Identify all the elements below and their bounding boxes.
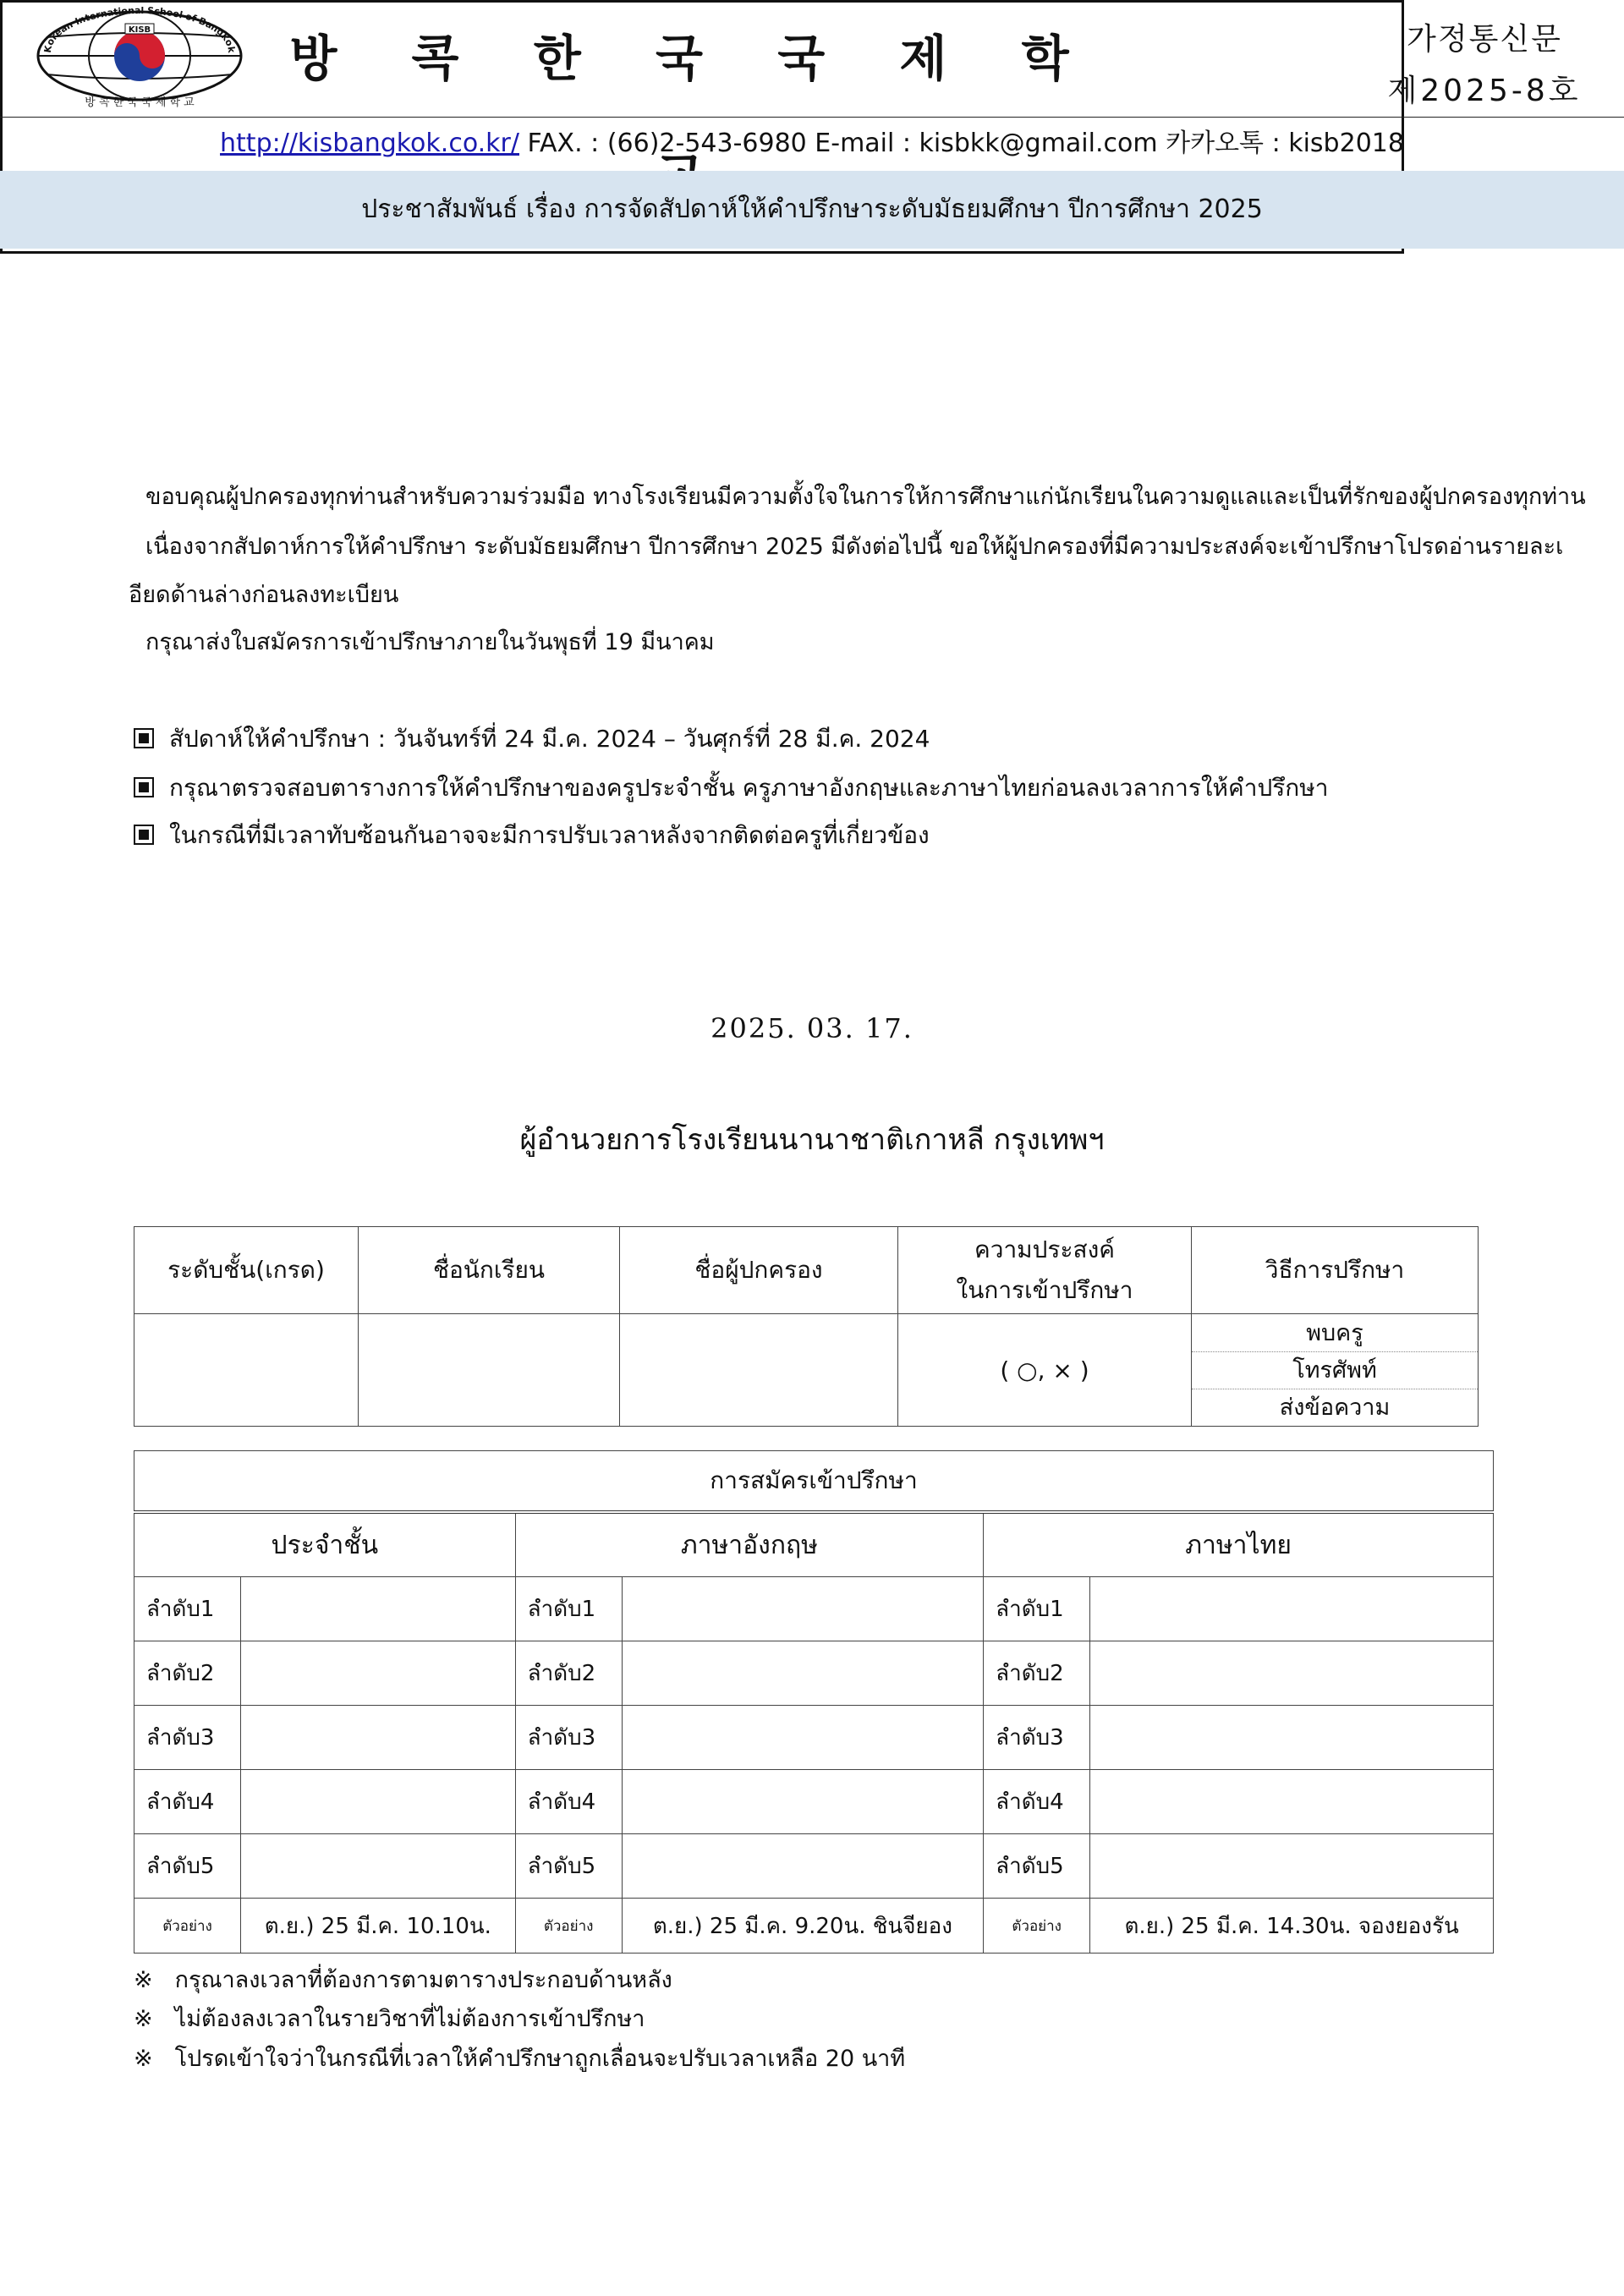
- thai-slot-input[interactable]: [1090, 1641, 1494, 1706]
- note-text: ไม่ต้องลงเวลาในรายวิชาที่ไม่ต้องการเข้าปรึกษา: [174, 2006, 645, 2032]
- newsletter-label: 가정통신문: [1407, 22, 1562, 57]
- table-row: [134, 1770, 1494, 1834]
- letterhead-box: [0, 0, 1582, 254]
- table-row: [134, 1577, 1494, 1641]
- square-bullet-icon: [134, 728, 154, 748]
- order-label: ลำดับ4: [984, 1770, 1090, 1834]
- bullet-text: สัปดาห์ให้คำปรึกษา : วันจันทร์ที่ 24 มี.ค. 2024 – วันศุกร์ที่ 28 มี.ค. 2024: [169, 725, 930, 753]
- student-name-input-cell[interactable]: [359, 1314, 620, 1427]
- table-row: [134, 1706, 1494, 1770]
- reference-mark-icon: ※: [134, 2006, 153, 2032]
- order-label: ลำดับ2: [134, 1641, 241, 1706]
- square-bullet-icon: [134, 777, 154, 797]
- grade-input-cell[interactable]: [134, 1314, 359, 1427]
- table-header-row: [134, 1227, 1479, 1314]
- header-method: วิธีการปรึกษา: [1192, 1227, 1479, 1314]
- english-slot-input[interactable]: [622, 1577, 984, 1641]
- contact-row: [0, 117, 1624, 173]
- order-label: ลำดับ2: [515, 1641, 622, 1706]
- letter-date: 2025. 03. 17.: [710, 1012, 914, 1044]
- bullet-text: ในกรณีที่มีเวลาทับซ้อนกันอาจจะมีการปรับเวลาหลังจากติดต่อครูที่เกี่ยวข้อง: [169, 821, 930, 849]
- method-option-message[interactable]: ส่งข้อความ: [1279, 1394, 1391, 1421]
- bullet-text: กรุณาตรวจสอบตารางการให้คำปรึกษาของครูประจำชั้น ครูภาษาอังกฤษและภาษาไทยก่อนลงเวลาการให้คำปรึกษา: [169, 774, 1329, 802]
- application-header-row: [134, 1512, 1494, 1577]
- signature-line: ผู้อำนวยการโรงเรียนนานาชาติเกาหลี กรุงเทพฯ: [519, 1123, 1105, 1157]
- header-intent: [898, 1227, 1192, 1314]
- website-link[interactable]: http://kisbangkok.co.kr/: [220, 129, 519, 158]
- application-title-row: [134, 1451, 1494, 1513]
- order-label: ลำดับ3: [515, 1706, 622, 1770]
- header-student-name: ชื่อนักเรียน: [359, 1227, 620, 1314]
- order-label: ลำดับ5: [515, 1834, 622, 1899]
- thai-slot-input[interactable]: [1090, 1770, 1494, 1834]
- logo-arc-text: Korean International School of Bangkok: [41, 7, 238, 54]
- application-table: [134, 1450, 1494, 1954]
- homeroom-slot-input[interactable]: [241, 1706, 516, 1770]
- order-label: ลำดับ3: [134, 1706, 241, 1770]
- note-item: [134, 2007, 645, 2032]
- example-thai: ต.ย.) 25 มี.ค. 14.30น. จองยองรัน: [1090, 1899, 1494, 1954]
- note-item: [134, 1968, 672, 1993]
- body-line-4: กรุณาส่งใบสมัครการเข้าปรึกษาภายในวันพุธที่ 19 มีนาคม: [145, 629, 715, 655]
- table-row: [134, 1834, 1494, 1899]
- parent-name-input-cell[interactable]: [620, 1314, 898, 1427]
- reference-mark-icon: ※: [134, 2046, 153, 2072]
- bullet-item: [134, 773, 1328, 803]
- newsletter-issue: [1345, 0, 1624, 117]
- method-option-meet[interactable]: พบครู: [1192, 1315, 1478, 1352]
- application-title: การสมัครเข้าปรึกษา: [134, 1451, 1494, 1513]
- method-option-phone[interactable]: โทรศัพท์: [1192, 1352, 1478, 1389]
- method-choice-cell: [1192, 1314, 1479, 1427]
- example-label: ตัวอย่าง: [984, 1899, 1090, 1954]
- order-label: ลำดับ3: [984, 1706, 1090, 1770]
- example-row: [134, 1899, 1494, 1954]
- school-name-title: 방 콕 한 국 국 제 학: [289, 30, 1098, 87]
- bullet-item: [134, 820, 930, 851]
- reference-mark-icon: ※: [134, 1967, 153, 1993]
- english-slot-input[interactable]: [622, 1770, 984, 1834]
- order-label: ลำดับ4: [134, 1770, 241, 1834]
- issue-number: 제2025-8호: [1387, 74, 1582, 108]
- note-text: โปรดเข้าใจว่าในกรณีที่เวลาให้คำปรึกษาถูกเลื่อนจะปรับเวลาเหลือ 20 นาที: [174, 2046, 906, 2072]
- order-label: ลำดับ5: [134, 1834, 241, 1899]
- logo-bottom-text: 방 콕 한 국 국 제 학 교: [85, 96, 195, 109]
- column-english: ภาษาอังกฤษ: [515, 1512, 984, 1577]
- english-slot-input[interactable]: [622, 1834, 984, 1899]
- english-slot-input[interactable]: [622, 1706, 984, 1770]
- homeroom-slot-input[interactable]: [241, 1834, 516, 1899]
- body-line-2: เนื่องจากสัปดาห์การให้คำปรึกษา ระดับมัธยมศึกษา ปีการศึกษา 2025 มีดังต่อไปนี้ ขอให้ผู้ปกครองที่มีความประสงค์จะเข้าปรึกษาโปรดอ่านรายละเ: [145, 534, 1564, 560]
- thai-slot-input[interactable]: [1090, 1706, 1494, 1770]
- header-intent-line-2: ในการเข้าปรึกษา: [956, 1276, 1133, 1304]
- table-row: [134, 1314, 1479, 1427]
- column-thai: ภาษาไทย: [984, 1512, 1494, 1577]
- consultation-form-table: [134, 1226, 1479, 1427]
- square-bullet-icon: [134, 825, 154, 845]
- body-line-3: อียดด้านล่างก่อนลงทะเบียน: [129, 582, 399, 608]
- bullet-item: [134, 724, 930, 754]
- homeroom-slot-input[interactable]: [241, 1641, 516, 1706]
- school-logo: [17, 7, 262, 110]
- thai-slot-input[interactable]: [1090, 1834, 1494, 1899]
- header-grade: ระดับชั้น(เกรด): [134, 1227, 359, 1314]
- english-slot-input[interactable]: [622, 1641, 984, 1706]
- column-homeroom: ประจำชั้น: [134, 1512, 516, 1577]
- subject-banner: ประชาสัมพันธ์ เรื่อง การจัดสัปดาห์ให้คำปรึกษาระดับมัธยมศึกษา ปีการศึกษา 2025: [0, 171, 1624, 249]
- table-row: [134, 1641, 1494, 1706]
- example-homeroom: ต.ย.) 25 มี.ค. 10.10น.: [241, 1899, 516, 1954]
- letterhead-top-row: [0, 0, 1624, 118]
- example-english: ต.ย.) 25 มี.ค. 9.20น. ชินจียอง: [622, 1899, 984, 1954]
- note-text: กรุณาลงเวลาที่ต้องการตามตารางประกอบด้านหลัง: [174, 1967, 672, 1993]
- body-line-1: ขอบคุณผู้ปกครองทุกท่านสำหรับความร่วมมือ ทางโรงเรียนมีความตั้งใจในการให้การศึกษาแก่นักเรียนในความดูแลและเป็นที่รักของผู้ปกครองทุกท่าน: [145, 484, 1586, 510]
- order-label: ลำดับ5: [984, 1834, 1090, 1899]
- logo-emblem-text: KISB: [128, 25, 151, 35]
- homeroom-slot-input[interactable]: [241, 1770, 516, 1834]
- order-label: ลำดับ1: [134, 1577, 241, 1641]
- example-label: ตัวอย่าง: [515, 1899, 622, 1954]
- order-label: ลำดับ2: [984, 1641, 1090, 1706]
- intent-choice-cell[interactable]: ( ○, × ): [898, 1314, 1192, 1427]
- order-label: ลำดับ1: [515, 1577, 622, 1641]
- header-parent-name: ชื่อผู้ปกครอง: [620, 1227, 898, 1314]
- thai-slot-input[interactable]: [1090, 1577, 1494, 1641]
- homeroom-slot-input[interactable]: [241, 1577, 516, 1641]
- order-label: ลำดับ1: [984, 1577, 1090, 1641]
- note-item: [134, 2047, 905, 2072]
- example-label: ตัวอย่าง: [134, 1899, 241, 1954]
- order-label: ลำดับ4: [515, 1770, 622, 1834]
- header-intent-line-1: ความประสงค์: [974, 1236, 1115, 1263]
- contact-details: FAX. : (66)2-543-6980 E-mail : kisbkk@gmail.com 카카오톡 : kisb2018: [519, 129, 1404, 158]
